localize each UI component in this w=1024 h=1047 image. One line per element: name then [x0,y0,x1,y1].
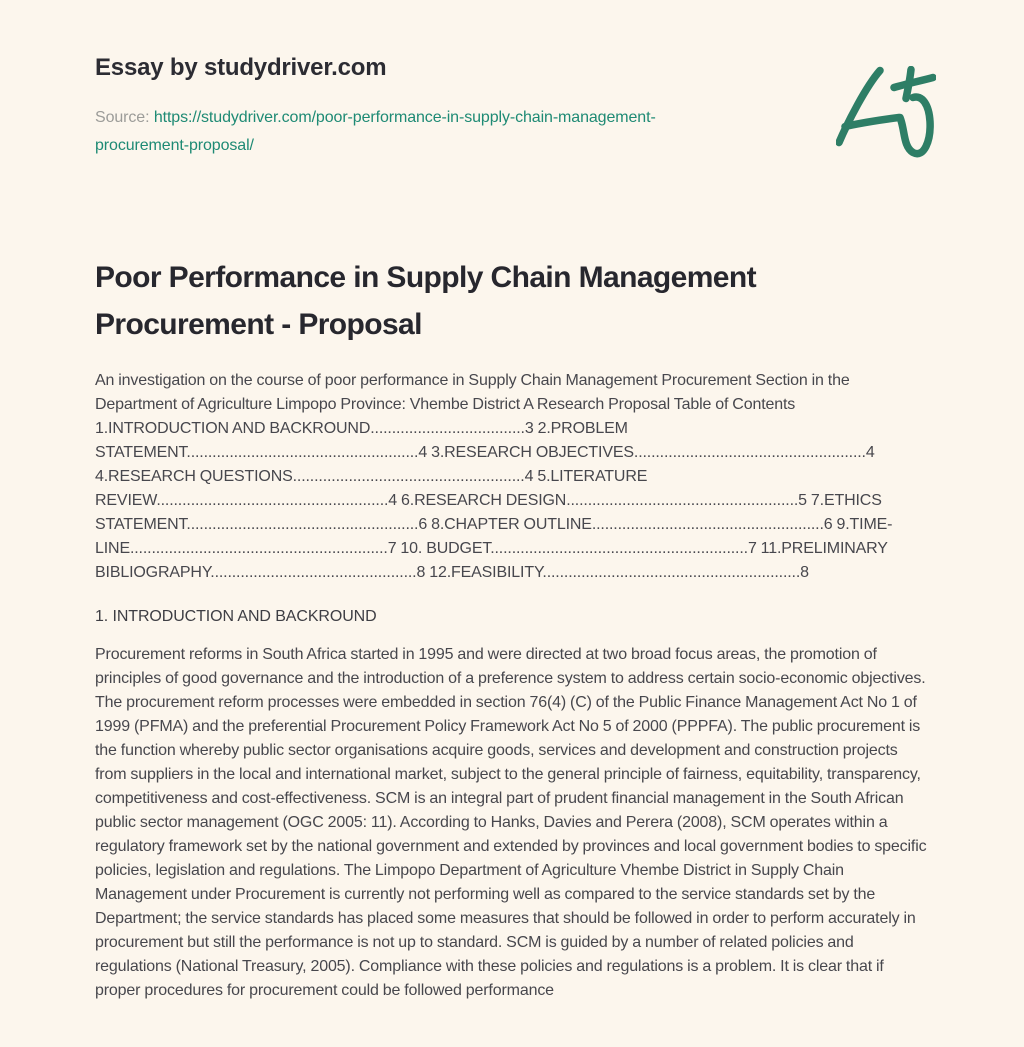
page-title: Essay by studydriver.com [95,54,387,81]
essay-content [95,254,929,1003]
essay-title: Poor Performance in Supply Chain Management Procurement - Proposal [95,261,756,341]
page-header [95,52,929,160]
source-label: Source: [95,109,150,126]
source-link[interactable]: https://studydriver.com/poor-performance-in-supply-chain-management-procurement-proposal/ [95,109,656,154]
a-plus-logo [836,66,936,162]
essay-lead-and-toc: An investigation on the course of poor performance in Supply Chain Management Procurement Section in the Department of Agriculture Limpopo Province: Vhembe District A Research Proposal Table of Contents 1.INTRODUCTION AND BACKROUND....................................3 2.PROBLEM STATEMENT......................................................4 3.RESEARCH OBJECTIVES......................................................4 4.RESEARCH QUESTIONS......................................................4 5.LITERATURE REVIEW......................................................4 6.RESEARCH DESIGN......................................................5 7.ETHICS STATEMENT......................................................6 8.CHAPTER OUTLINE......................................................6 9.TIME-LINE............................................................7 10. BUDGET............................................................7 11.PRELIMINARY BIBLIOGRAPHY................................................8 12.FEASIBILITY............................................................8 [95,372,893,581]
essay-body: Procurement reforms in South Africa started in 1995 and were directed at two broad focus areas, the promotion of principles of good governance and the introduction of a preference system to address certain socio-economic objectives. The procurement reform processes were embedded in section 76(4) (C) of the Public Finance Management Act No 1 of 1999 (PFMA) and the preferential Procurement Policy Framework Act No 5 of 2000 (PPPFA). The public procurement is the function whereby public sector organisations acquire goods, services and development and construction projects from suppliers in the local and international market, subject to the general principle of fairness, equitability, transparency, competitiveness and cost-effectiveness. SCM is an integral part of prudent financial management in the South African public sector management (OGC 2005: 11). According to Hanks, Davies and Perera (2008), SCM operates within a regulatory framework set by the national government and extended by provinces and local government bodies to specific policies, legislation and regulations. The Limpopo Department of Agriculture Vhembe District in Supply Chain Management under Procurement is currently not performing well as compared to the service standards set by the Department; the service standards has placed some measures that should be followed in order to perform accurately in procurement but still the performance is not up to standard. SCM is guided by a number of related policies and regulations (National Treasury, 2005). Compliance with these policies and regulations is a problem. It is clear that if proper procedures for procurement could be followed performance [95,646,927,999]
section-heading-introduction: 1. INTRODUCTION AND BACKROUND [95,608,377,625]
source-line [95,104,735,160]
